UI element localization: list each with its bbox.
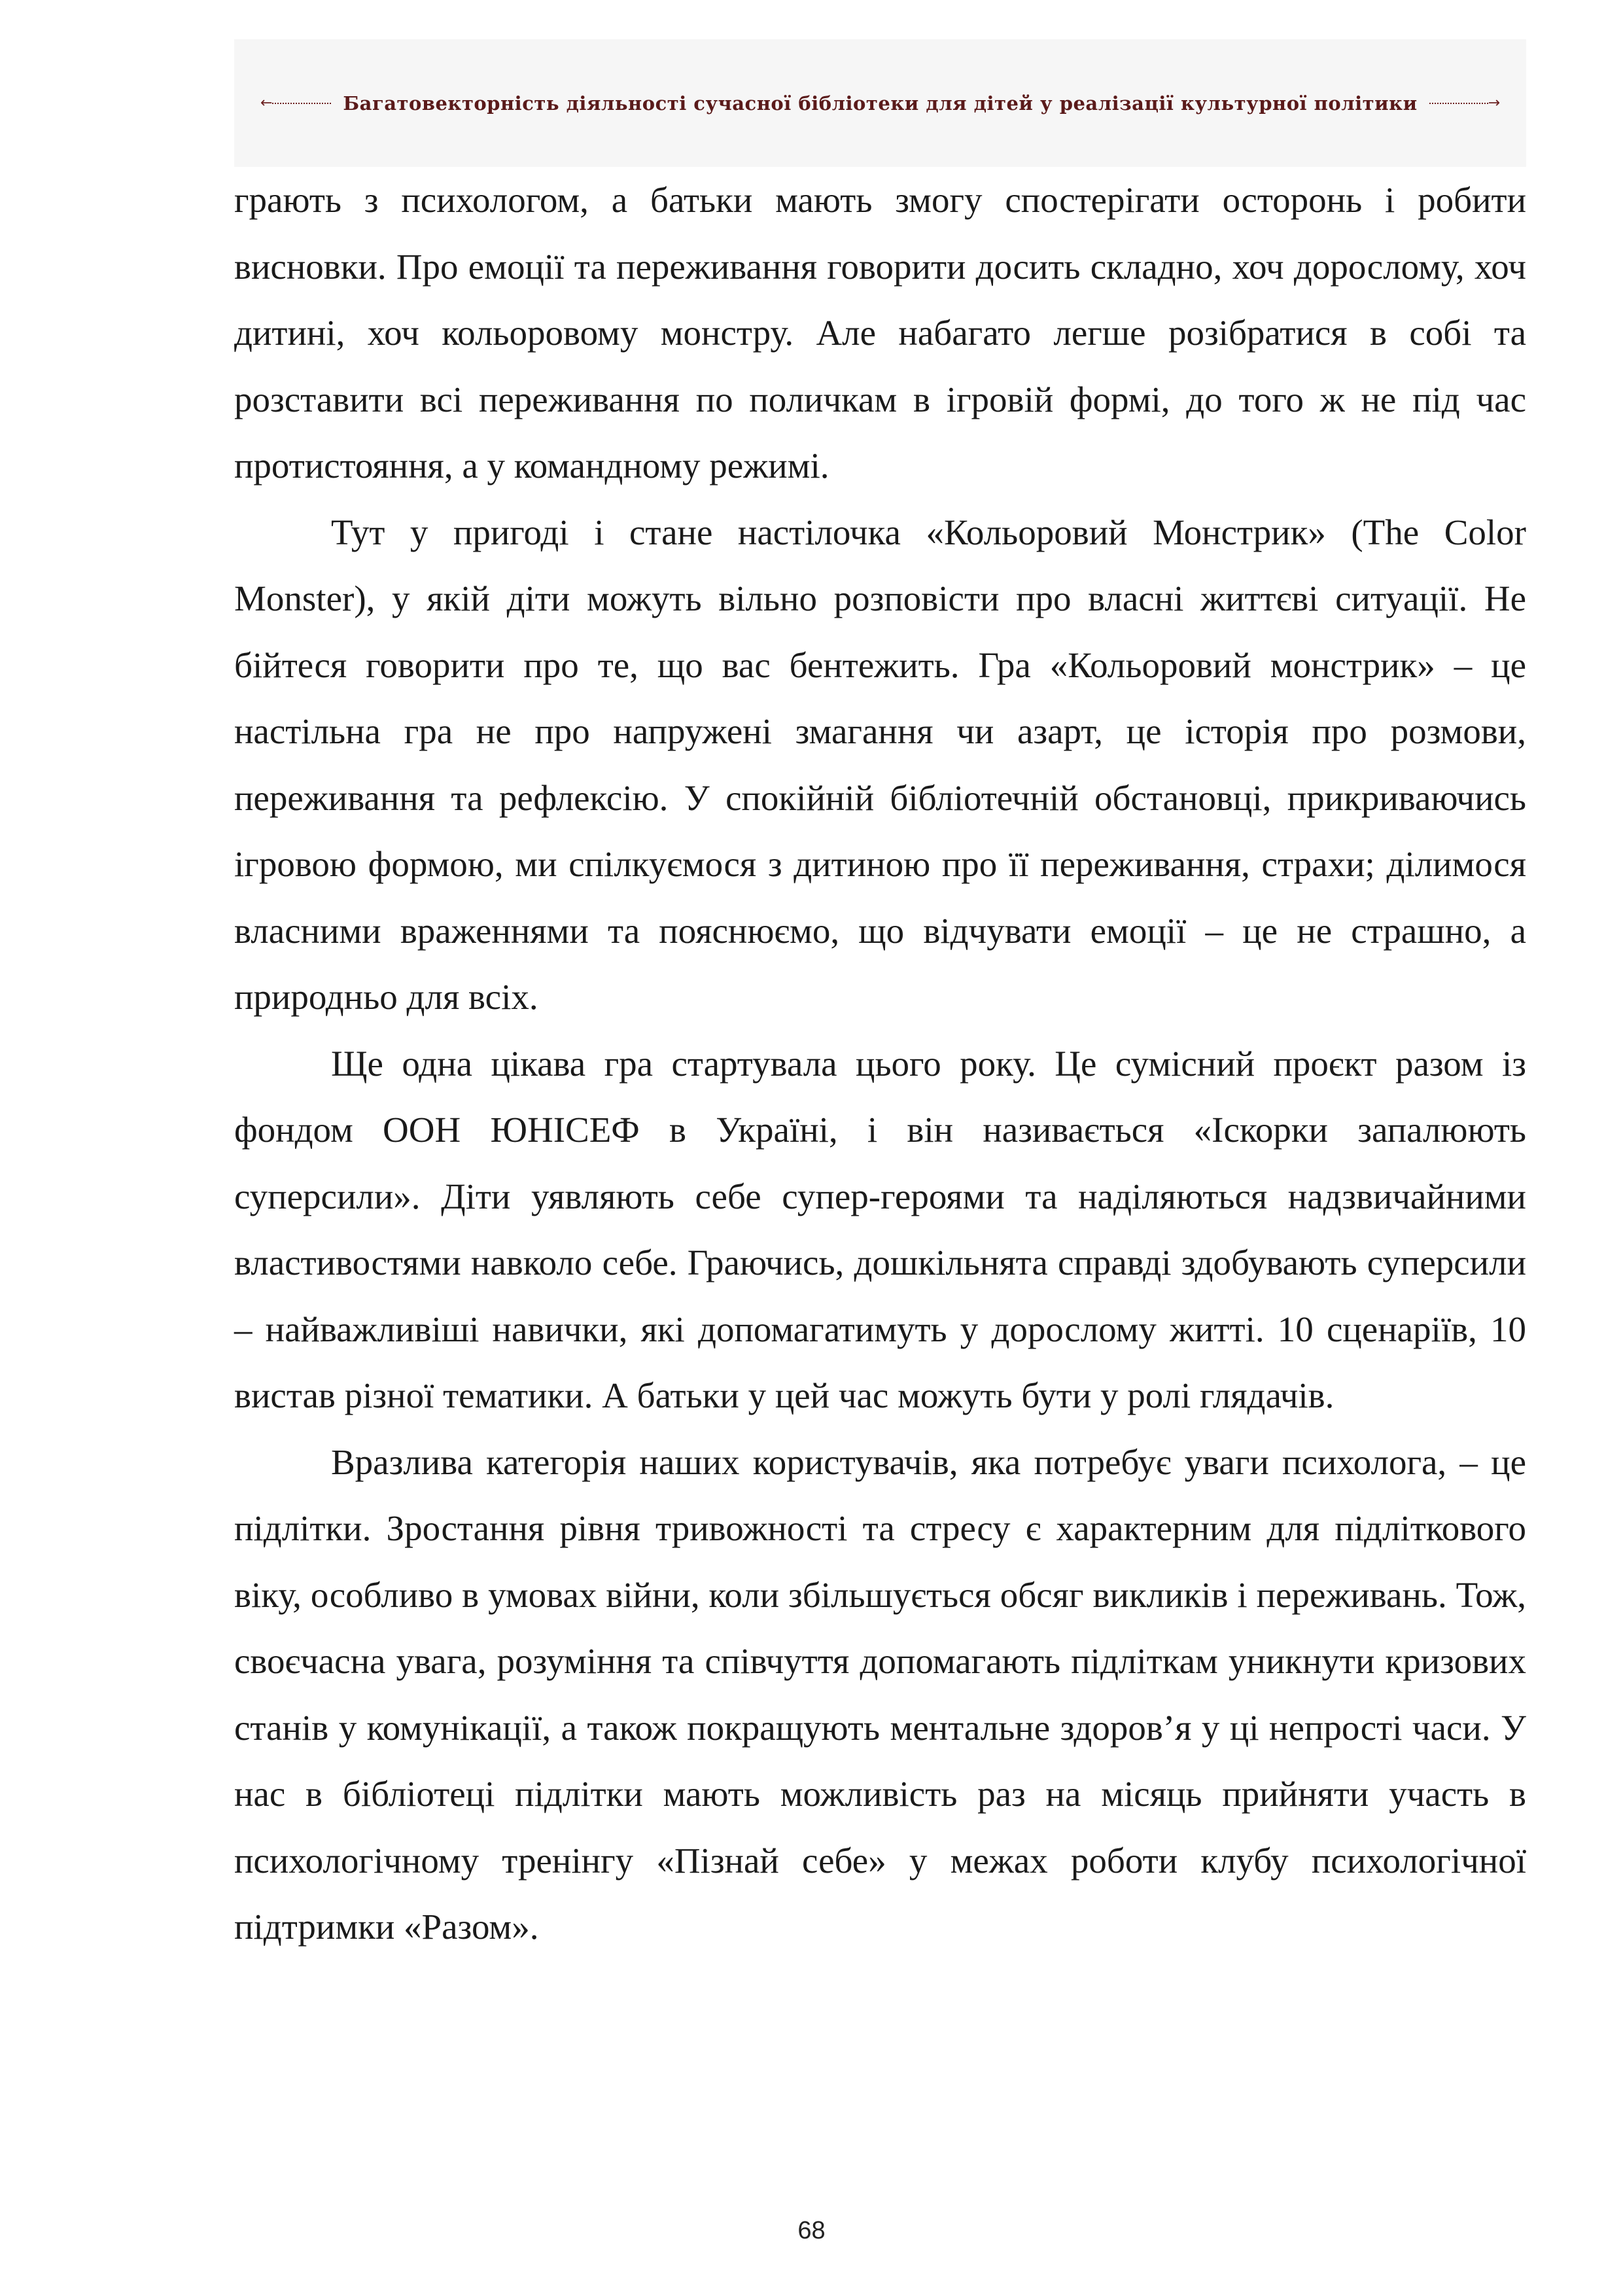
running-header bbox=[234, 39, 1526, 167]
paragraph: Вразлива категорія наших користувачів, яка потребує уваги психолога, – це підлітки. Зростання рівня тривожності та стресу є характерним для підліткового віку, особливо в умовах війни, коли збільшується обсяг викликів і переживань. Тож, своєчасна увага, розуміння та співчуття допомагають підліткам уникнути кризових станів у комунікації, а також покращують ментальне здоров’я у ці непрості часи. У нас в бібліотеці підлітки мають можливість раз на місяць прийняти участь в психологічному тренінгу «Пізнай себе» у межах роботи клубу психологічної підтримки «Разом». bbox=[234, 1441, 1526, 1947]
paragraph: Тут у пригоді і стане настілочка «Кольоровий Монстрик» (The Color Monster), у якій діти можуть вільно розповісти про власні життєві ситуації. Не бійтеся говорити про те, що вас бентежить. Гра «Кольоровий монстрик» – це настільна гра не про напружені змагання чи азарт, це історія про розмови, переживання та рефлексію. У спокійній бібліотечній обстановці, прикриваючись ігровою формою, ми спілкуємося з дитиною про її переживання, страхи; ділимося власними враженнями та пояснюємо, що відчувати емоції – це не страшно, а природньо для всіх. bbox=[234, 512, 1526, 1017]
header-title: Багатовекторність діяльності сучасної бібліотеки для дітей у реалізації культурної політики bbox=[343, 92, 1418, 115]
arrow-right-icon: → bbox=[1429, 95, 1500, 111]
arrow-left-icon: ← bbox=[260, 95, 331, 111]
paragraph: грають з психологом, а батьки мають змогу спостерігати осторонь і робити висновки. Про емоції та переживання говорити досить складно, хоч дорослому, хоч дитині, хоч кольоровому монстру. Але набагато легше розібратися в собі та розставити всі переживання по поличкам в ігровій формі, до того ж не під час протистояння, а у командному режимі. bbox=[234, 180, 1526, 486]
page-number: 68 bbox=[797, 2217, 826, 2244]
paragraph: Ще одна цікава гра стартувала цього року. Це сумісний проєкт разом із фондом ООН ЮНІСЕФ в Україні, і він називається «Іскорки запалюють суперсили». Діти уявляють себе супер-героями та наділяються надзвичайними властивостями навколо себе. Граючись, дошкільнята справді здобувають суперсили – найважливіші навички, які допомагатимуть у дорослому житті. 10 сценаріїв, 10 вистав різної тематики. А батьки у цей час можуть бути у ролі глядачів. bbox=[234, 1043, 1526, 1415]
body-text bbox=[234, 167, 1526, 1960]
